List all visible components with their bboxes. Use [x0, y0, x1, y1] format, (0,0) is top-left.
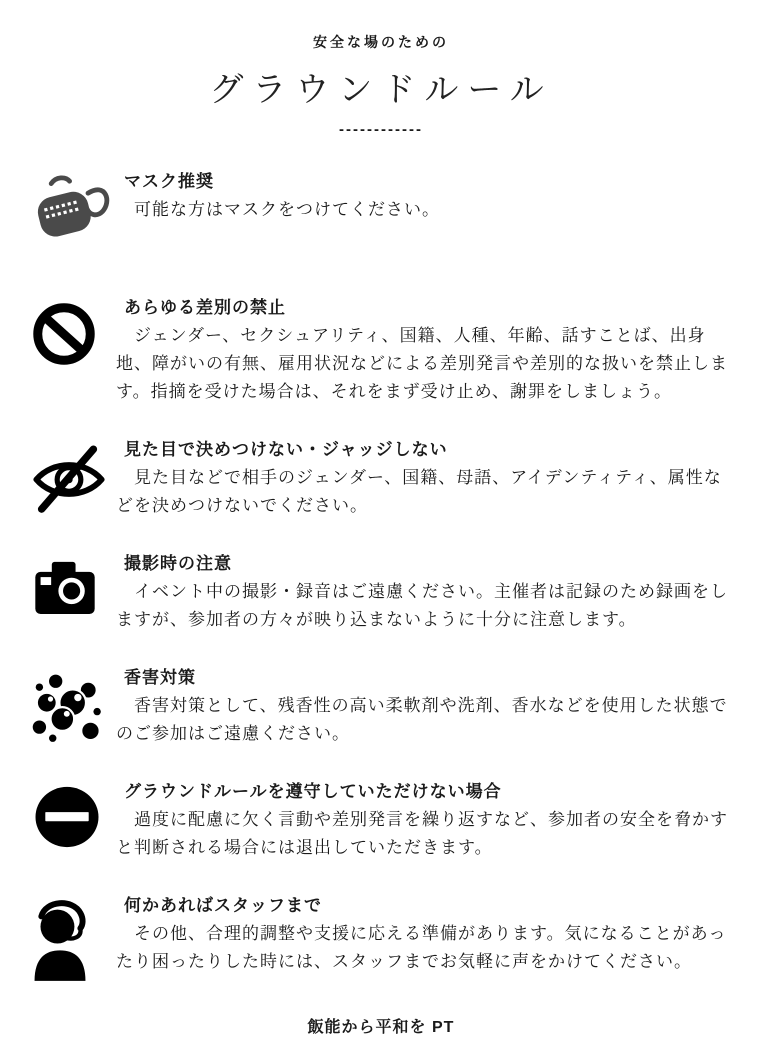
section-text	[116, 168, 732, 224]
section-text	[116, 436, 732, 520]
section-heading: 何かあればスタッフまで	[124, 895, 322, 915]
no-discrimination-icon	[30, 294, 116, 368]
camera-icon	[30, 550, 116, 618]
section-body: 可能な方はマスクをつけてください。	[116, 200, 440, 220]
rule-section	[30, 778, 732, 862]
header	[30, 32, 732, 138]
section-heading: マスク推奨	[124, 172, 214, 191]
rule-section	[30, 550, 732, 634]
rule-sections	[30, 168, 732, 984]
section-body: 見た目などで相手のジェンダー、国籍、母語、アイデンティティ、属性などを決めつけないでください。	[116, 468, 722, 515]
section-text	[116, 664, 732, 748]
section-body: 過度に配慮に欠く言動や差別発言を繰り返すなど、参加者の安全を脅かすと判断される場合には退出していただきます。	[116, 809, 728, 857]
section-heading: 見た目で決めつけない・ジャッジしない	[124, 439, 448, 459]
section-body: 香害対策として、残香性の高い柔軟剤や洗剤、香水などを使用した状態でのご参加はご遠慮ください。	[116, 695, 728, 743]
section-heading: 香害対策	[124, 667, 196, 687]
section-text	[116, 550, 732, 634]
rule-section	[30, 892, 732, 984]
header-subtitle: 安全な場のための	[313, 34, 449, 50]
rule-section	[30, 664, 732, 748]
page-title: グラウンドルール	[209, 71, 553, 109]
eye-slash-icon	[30, 436, 116, 520]
bubbles-icon	[30, 664, 116, 748]
section-text	[116, 778, 732, 862]
section-heading: グラウンドルールを遵守していただけない場合	[124, 781, 502, 801]
section-body: イベント中の撮影・録音はご遠慮ください。主催者は記録のため録画をしますが、参加者の方々が映り込まないように十分に注意します。	[116, 582, 728, 629]
rule-section	[30, 436, 732, 520]
section-heading: あらゆる差別の禁止	[124, 298, 286, 317]
rule-section	[30, 294, 732, 406]
dashed-divider: ------------	[339, 121, 423, 138]
section-text	[116, 892, 732, 976]
staff-headset-icon	[30, 892, 116, 984]
section-text	[116, 294, 732, 406]
section-body: ジェンダー、セクシュアリティ、国籍、人種、年齢、話すことば、出身地、障がいの有無、雇用状況などによる差別発言や差別的な扱いを禁止します。指摘を受けた場合は、それをまず受け止め、謝罪をしましょう。	[116, 326, 728, 401]
footer-text: 飯能から平和を PT	[307, 1018, 455, 1036]
no-entry-icon	[30, 778, 116, 850]
section-body: その他、合理的調整や支援に応える準備があります。気になることがあったり困ったりした時には、スタッフまでお気軽に声をかけてください。	[116, 923, 727, 971]
rule-section	[30, 168, 732, 242]
section-heading: 撮影時の注意	[124, 553, 232, 573]
mask-icon	[30, 168, 116, 242]
